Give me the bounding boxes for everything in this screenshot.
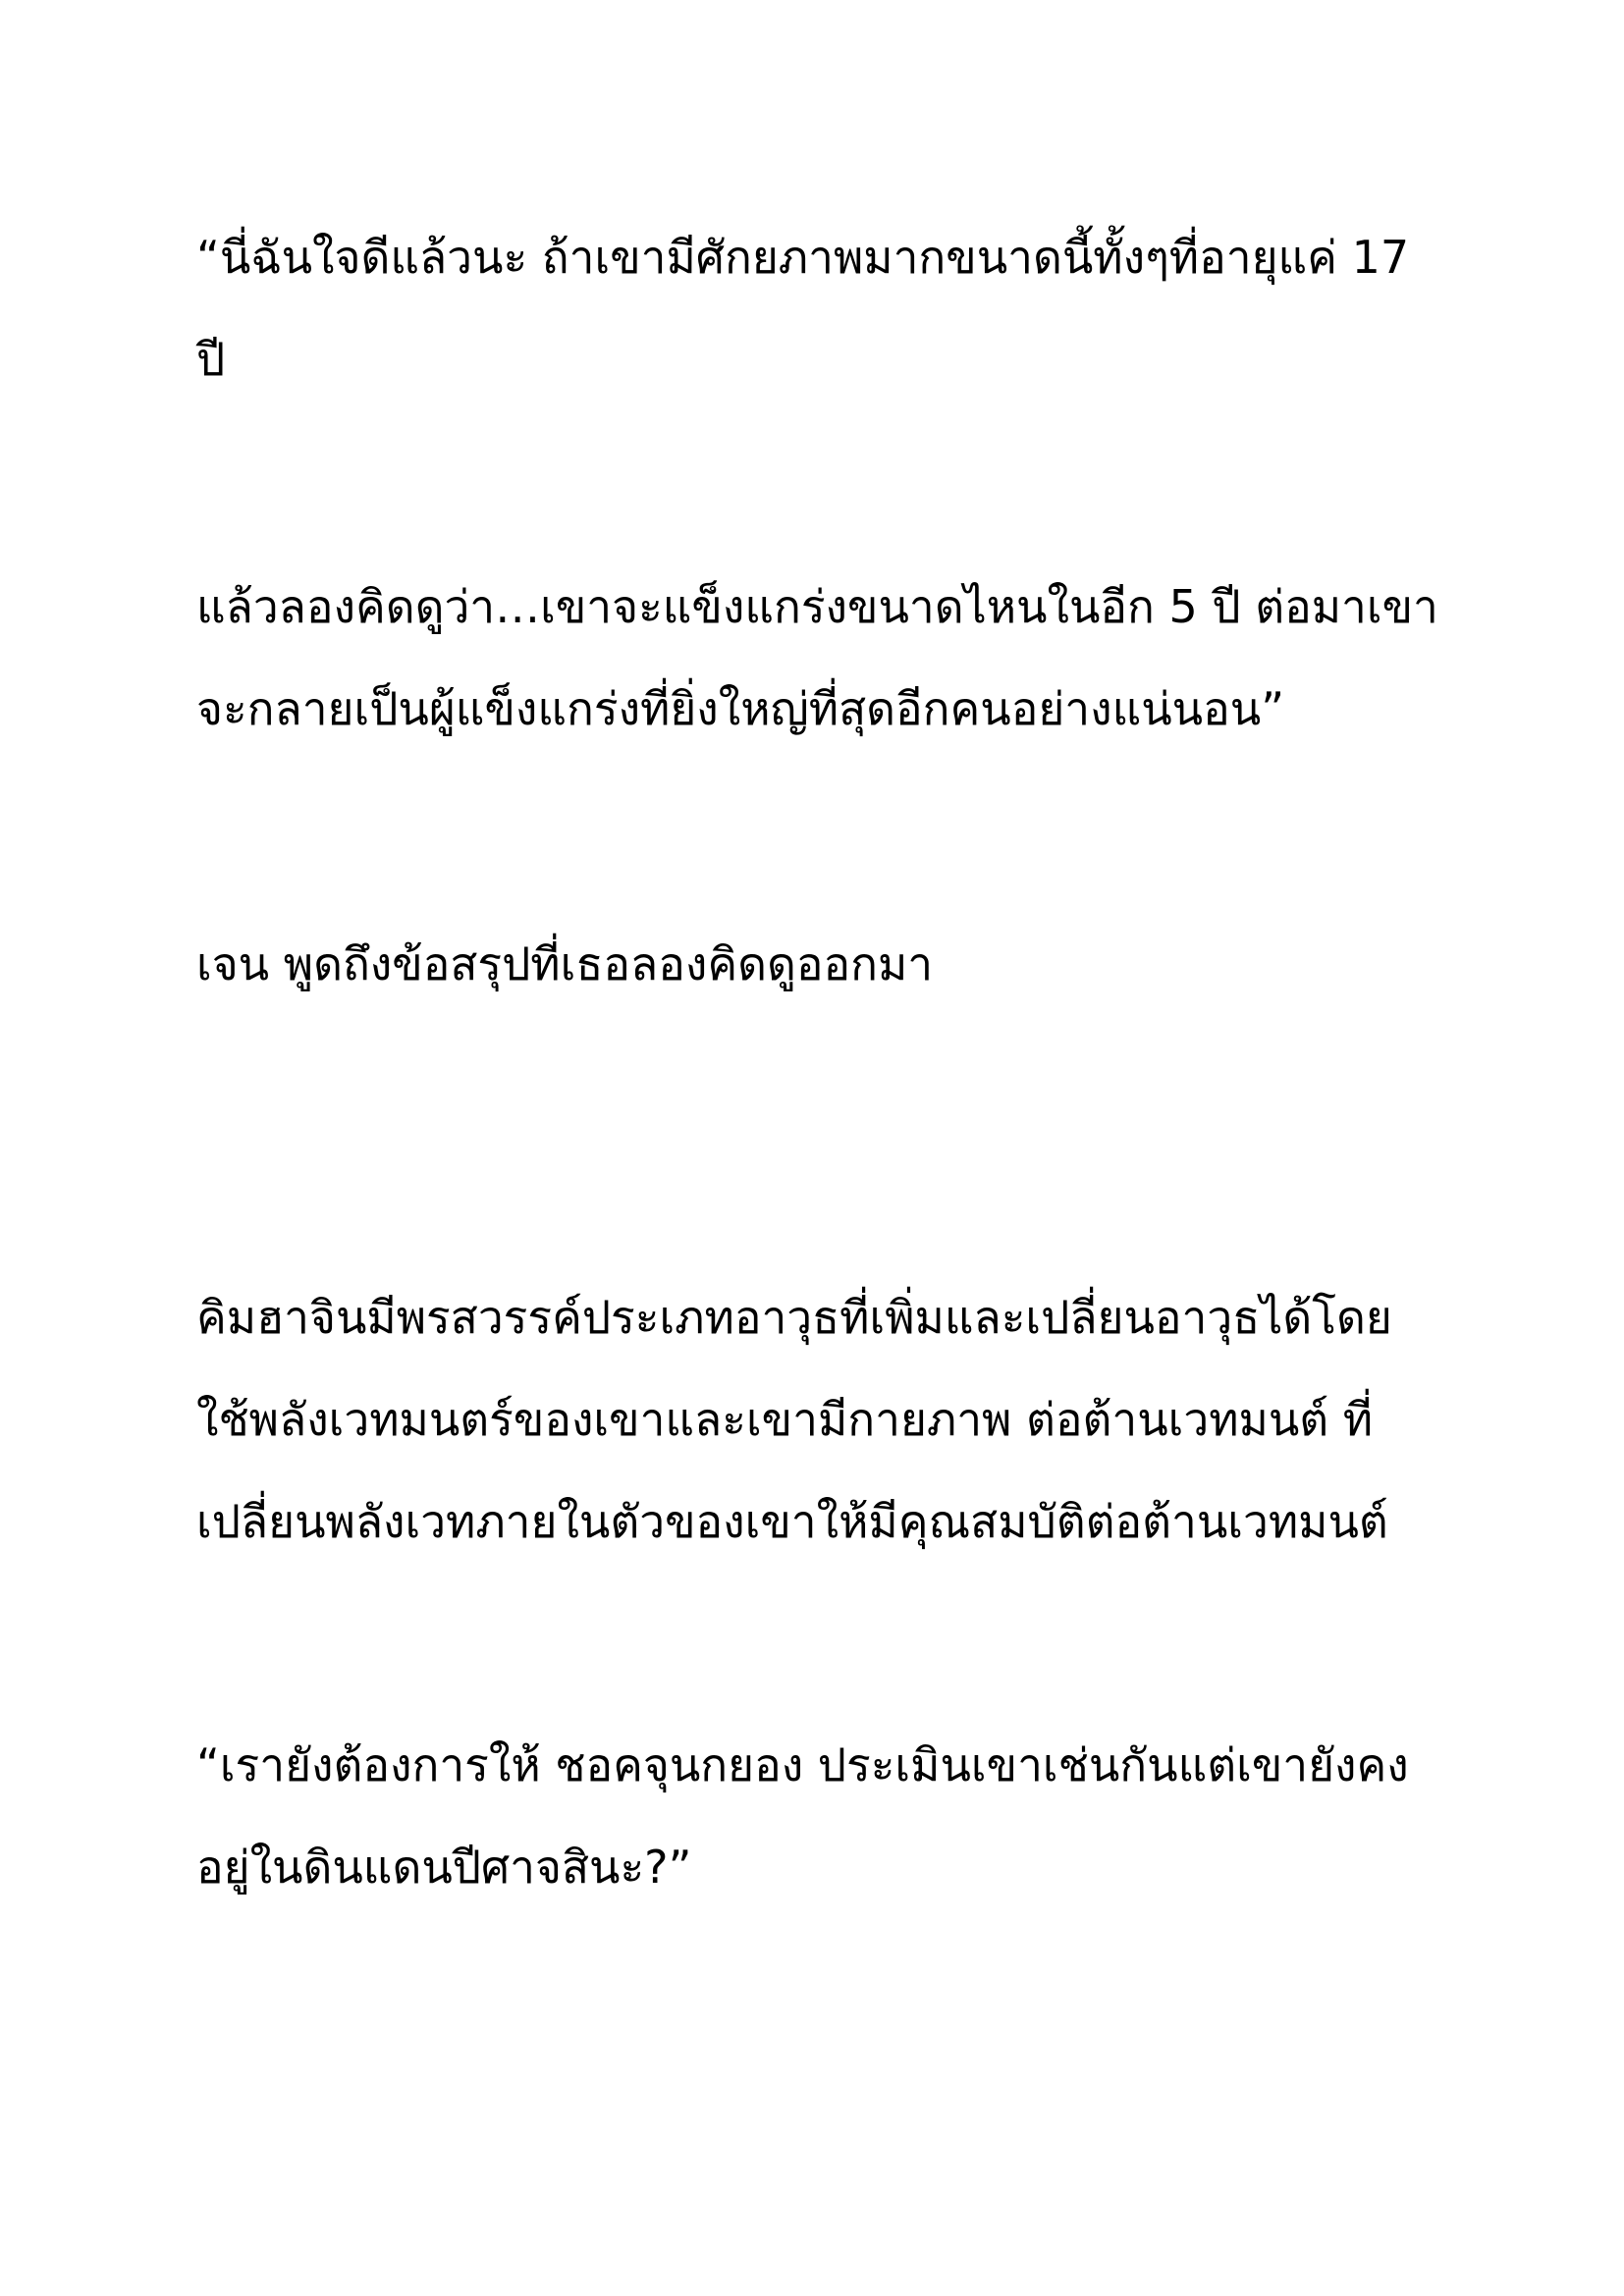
- text-line: “นี่ฉันใจดีแล้วนะ ถ้าเขามีศักยภาพมากขนาดนี้ทั้งๆที่อายุแค่ 17: [196, 231, 1410, 284]
- text-line: “เรายังต้องการให้ ชอคจุนกยอง ประเมินเขาเช่นกันแต่เขายังคง: [196, 1738, 1409, 1791]
- paragraph-narration-conclusion: [196, 913, 1463, 1015]
- text-line: เจน พูดถึงข้อสรุปที่เธอลองคิดดูออกมา: [196, 937, 934, 990]
- text-line: อยู่ในดินแดนปีศาจสินะ?”: [196, 1841, 692, 1894]
- text-line: คิมฮาจินมีพรสวรรค์ประเภทอาวุธที่เพิ่มและเปลี่ยนอาวุธได้โดย: [196, 1291, 1392, 1344]
- paragraph-dialogue-age: [196, 206, 1463, 410]
- text-line: ปี: [196, 333, 226, 386]
- text-line: แล้วลองคิดดูว่า…เขาจะแข็งแกร่งขนาดไหนในอีก 5 ปี ต่อมาเขา: [196, 580, 1438, 633]
- paragraph-dialogue-future: [196, 556, 1463, 760]
- text-line: จะกลายเป็นผู้แข็งแกร่งที่ยิ่งใหญ่ที่สุดอีกคนอย่างแน่นอน”: [196, 682, 1285, 735]
- paragraph-dialogue-evaluation: [196, 1714, 1463, 1918]
- text-line: ใช้พลังเวทมนตร์ของเขาและเขามีกายภาพ ต่อต้านเวทมนต์ ที่: [196, 1393, 1374, 1446]
- paragraph-narration-talent: [196, 1266, 1463, 1573]
- text-line: เปลี่ยนพลังเวทภายในตัวของเขาให้มีคุณสมบัติต่อต้านเวทมนต์: [196, 1495, 1388, 1548]
